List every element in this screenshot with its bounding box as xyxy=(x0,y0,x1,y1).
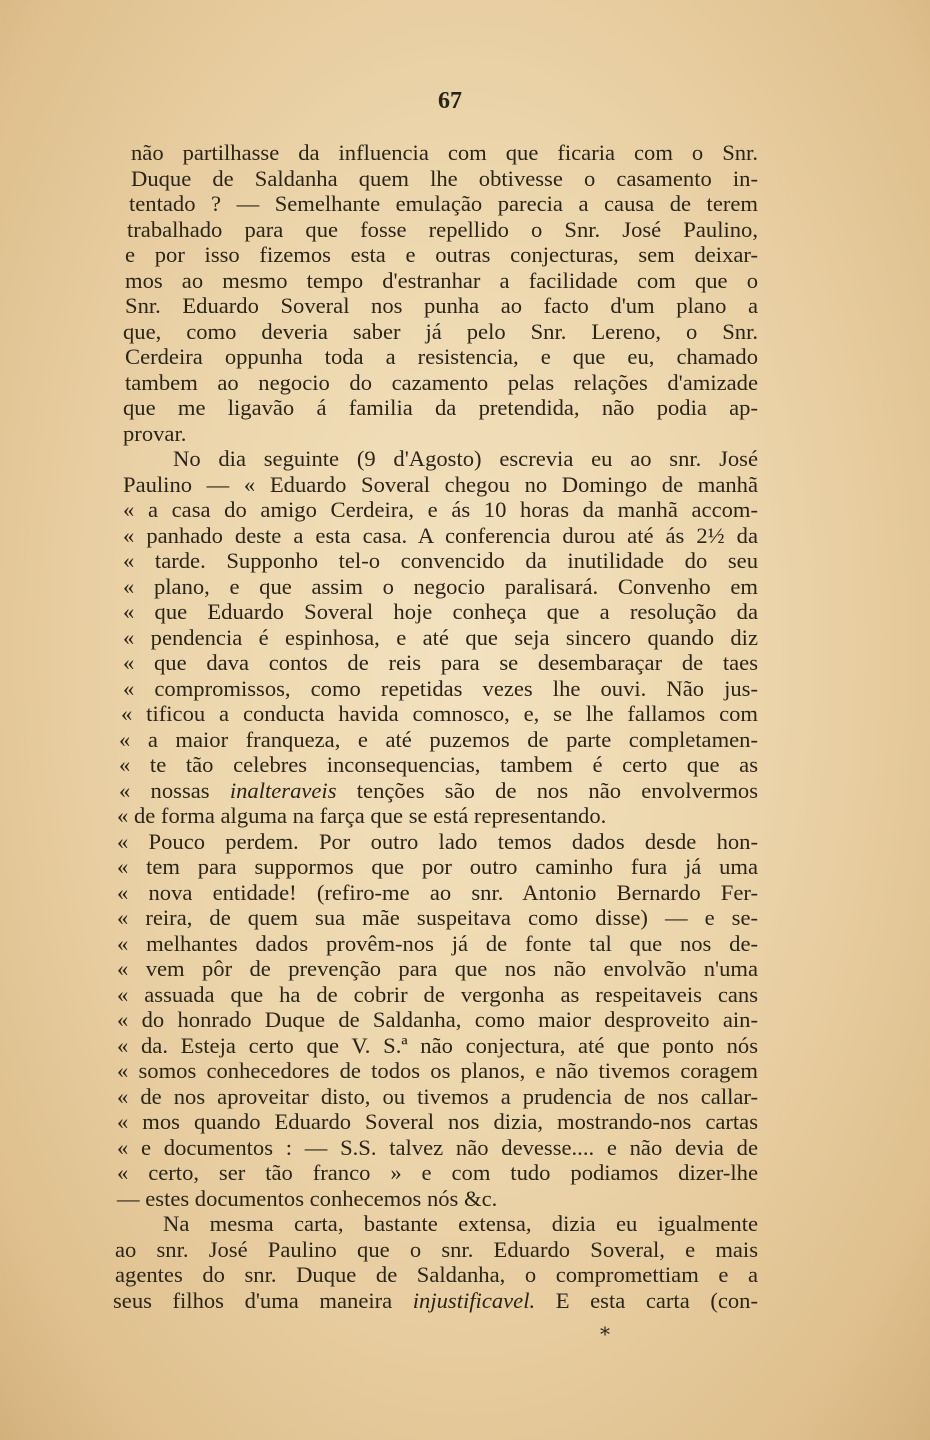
text-line: « tificou a conducta havida comnosco, e, se lhe fallamos com xyxy=(121,701,758,726)
text-line: que, como deveria saber já pelo Snr. Lereno, o Snr. xyxy=(123,318,758,344)
text-line: Cerdeira oppunha toda a resistencia, e que eu, chamado xyxy=(125,344,758,369)
text-line: « da. Esteja certo que V. S.ª não conjectura, até que ponto nós xyxy=(117,1032,758,1058)
text-line: « somos conhecedores de todos os planos, e não tivemos coragem xyxy=(117,1058,758,1083)
text-line: agentes do snr. Duque de Saldanha, o compromettiam e a xyxy=(115,1262,758,1287)
text-line: « a casa do amigo Cerdeira, e ás 10 horas da manhã accom- xyxy=(123,497,758,522)
text-line: Paulino — « Eduardo Soveral chegou no Domingo de manhã xyxy=(123,471,758,497)
text-line: Snr. Eduardo Soveral nos punha ao facto d'um plano a xyxy=(125,293,758,318)
text-line: seus filhos d'uma maneira injustificavel. E esta carta (con- xyxy=(113,1287,758,1313)
text-line: « assuada que ha de cobrir de vergonha as respeitaveis cans xyxy=(117,981,758,1007)
text-line: « certo, ser tão franco » e com tudo podiamos dizer-lhe xyxy=(117,1160,758,1185)
text-line: « nova entidade! (refiro-me ao snr. Antonio Bernardo Fer- xyxy=(117,879,758,905)
text-line: mos ao mesmo tempo d'estranhar a facilidade com que o xyxy=(125,267,758,293)
text-line: trabalhado para que fosse repellido o Snr. José Paulino, xyxy=(127,216,758,242)
text-line: « que Eduardo Soveral hoje conheça que a resolução da xyxy=(123,599,758,624)
text-line: « pendencia é espinhosa, e até que seja sincero quando diz xyxy=(123,624,758,650)
text-line: « de forma alguma na farça que se está representando. xyxy=(117,803,607,828)
text-line: — estes documentos conhecemos nós &c. xyxy=(117,1185,498,1211)
text-line: « de nos aproveitar disto, ou tivemos a prudencia de nos callar- xyxy=(117,1083,758,1109)
text-line: « reira, de quem sua mãe suspeitava como disse) — e se- xyxy=(117,905,758,930)
text-line: tentado ? — Semelhante emulação parecia a causa de terem xyxy=(129,191,758,216)
text-line: « melhantes dados provêm-nos já de fonte tal que nos de- xyxy=(117,930,758,956)
text-line: « Pouco perdem. Por outro lado temos dados desde hon- xyxy=(117,828,758,854)
page-number: 67 xyxy=(438,88,462,114)
text-line: provar. xyxy=(123,420,187,446)
text-line: « panhado deste a esta casa. A conferencia durou até ás 2½ da xyxy=(123,522,758,548)
text-line: « te tão celebres inconsequencias, tambem é certo que as xyxy=(119,752,758,777)
text-line: « a maior franqueza, e até puzemos de parte completamen- xyxy=(119,726,758,752)
text-line: « vem pôr de prevenção para que nos não envolvão n'uma xyxy=(117,956,758,981)
text-line: « mos quando Eduardo Soveral nos dizia, mostrando-nos cartas xyxy=(117,1109,758,1134)
text-line: tambem ao negocio do cazamento pelas relações d'amizade xyxy=(125,369,758,395)
text-line: ao snr. José Paulino que o snr. Eduardo Soveral, e mais xyxy=(115,1236,758,1262)
text-line: « nossas inalteraveis tenções são de nos não envolvermos xyxy=(119,777,758,803)
text-line: « que dava contos de reis para se desembaraçar de taes xyxy=(123,650,758,675)
italic-word: injustificavel. xyxy=(412,1287,536,1313)
text-line: e por isso fizemos esta e outras conjecturas, sem deixar- xyxy=(125,242,758,267)
text-line: « compromissos, como repetidas vezes lhe ouvi. Não jus- xyxy=(123,675,758,701)
text-line: « tarde. Supponho tel-o convencido da inutilidade do seu xyxy=(123,548,758,573)
text-line: No dia seguinte (9 d'Agosto) escrevia eu ao snr. José xyxy=(173,446,758,471)
text-line: « plano, e que assim o negocio paralisará. Convenho em xyxy=(123,573,758,599)
text-line: « e documentos : — S.S. talvez não devesse.... e não devia de xyxy=(117,1134,758,1160)
text-line: não partilhasse da influencia com que ficaria com o Snr. xyxy=(131,140,758,165)
text-line: Na mesma carta, bastante extensa, dizia eu igualmente xyxy=(163,1211,758,1236)
text-line: Duque de Saldanha quem lhe obtivesse o casamento in- xyxy=(131,165,758,191)
italic-word: inalteraveis xyxy=(229,777,337,803)
text-line: « do honrado Duque de Saldanha, como maior desproveito ain- xyxy=(117,1007,758,1032)
body-text xyxy=(113,140,758,1313)
signature-mark: * xyxy=(600,1322,610,1346)
text-line: que me ligavão á familia da pretendida, não podia ap- xyxy=(123,395,758,420)
text-line: « tem para suppormos que por outro caminho fura já uma xyxy=(117,854,758,879)
